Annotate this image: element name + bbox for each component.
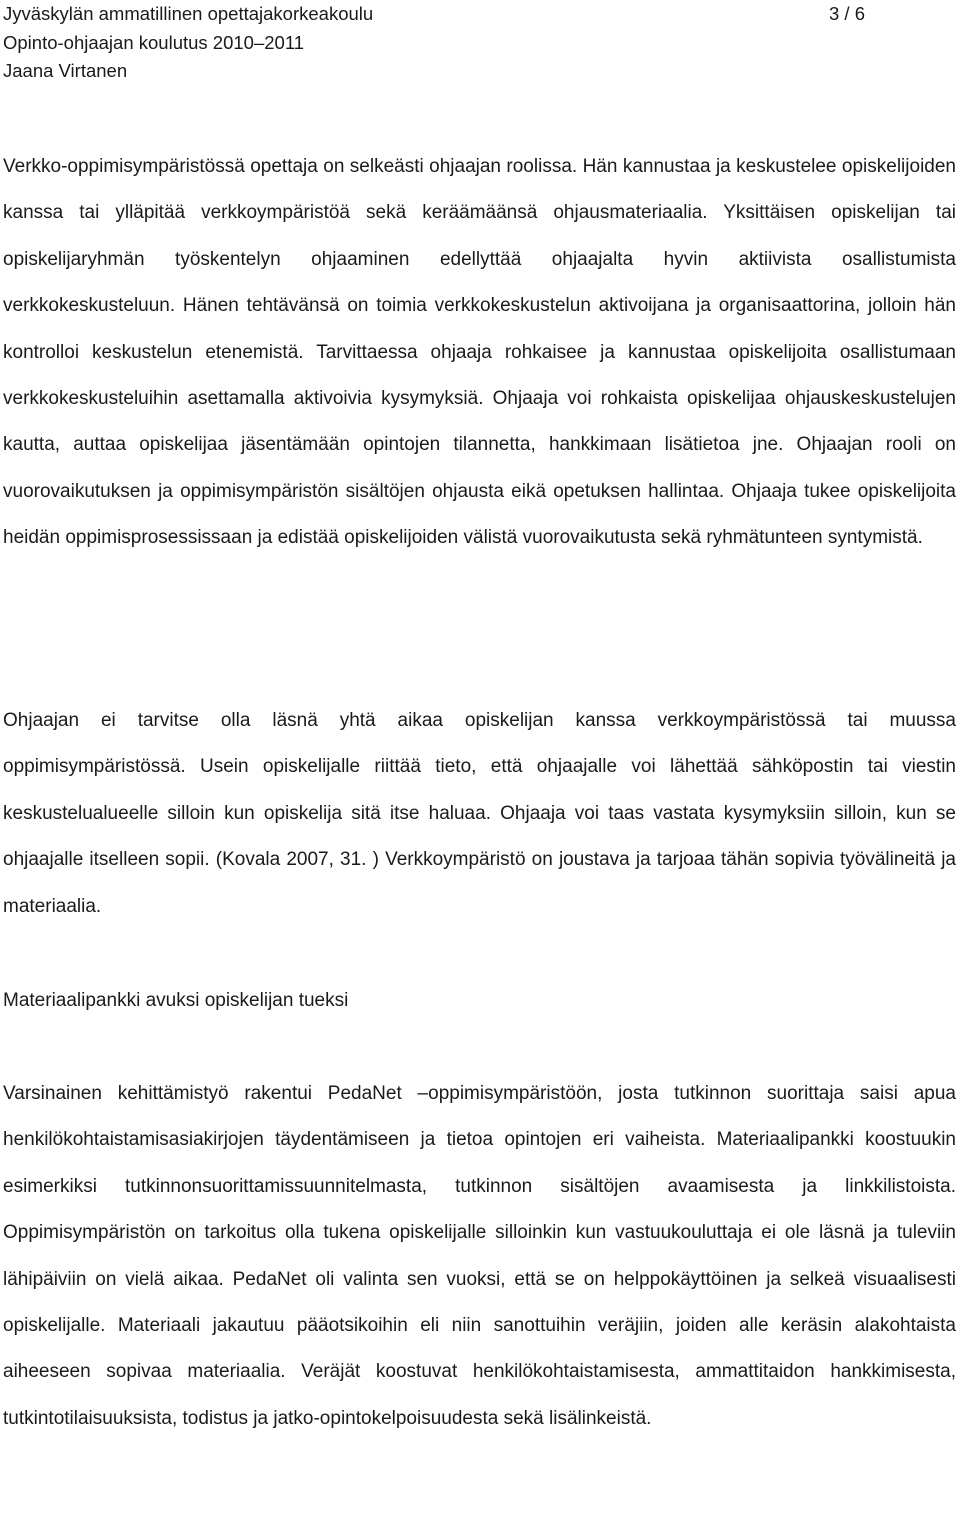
author-name: Jaana Virtanen xyxy=(3,60,128,81)
header-line-2 xyxy=(3,29,943,58)
program-name: Opinto-ohjaajan koulutus 2010–2011 xyxy=(3,31,305,53)
body-paragraph-3: Varsinainen kehittämistyö rakentui PedaNet –oppimisympäristöön, josta tutkinnon suorittaja saisi apua henkilökohtaistamisasiakirjojen täydentämiseen ja tietoa opintojen eri vaiheista. Materiaalipankki koostuukin esimerkiksi tutkinnonsuorittamissuunnitelmasta, tutkinnon sisältöjen avaamisesta ja linkkilistoista. Oppimisympäristön on tarkoitus olla tukena opiskelijalle silloinkin kun vastuukouluttaja ei ole läsnä ja tuleviin lähipäiviin on vielä aikaa. PedaNet oli valinta sen vuoksi, että se on helppokäyttöinen ja selkeä visuaalisesti opiskelijalle. Materiaali jakautuu pääotsikoihin eli niin sanottuihin veräjiin, joiden alle keräsin alakohtaista aiheeseen sopivaa materiaalia. Veräjät koostuvat henkilökohtaistamisesta, ammattitaidon hankkimisesta, tutkintotilaisuuksista, todistus ja jatko-opintokelpoisuudesta sekä lisälinkeistä. xyxy=(3,1083,956,1429)
section-heading: Materiaalipankki avuksi opiskelijan tueksi xyxy=(3,990,349,1011)
body-paragraph-2: Ohjaajan ei tarvitse olla läsnä yhtä aikaa opiskelijan kanssa verkkoympäristössä tai muussa oppimisympäristössä. Usein opiskelijalle riittää tieto, että ohjaajalle voi lähettää sähköpostin tai viestin keskustelualueelle silloin kun opiskelija sitä itse haluaa. Ohjaaja voi taas vastata kysymyksiin silloin, kun se ohjaajalle itselleen sopii. (Kovala 2007, 31. ) Verkkoympäristö on joustava ja tarjoaa tähän sopivia työvälineitä ja materiaalia. xyxy=(3,710,956,917)
institution-name: Jyväskylän ammatillinen opettajakorkeakoulu xyxy=(3,3,374,24)
body-paragraph-1: Verkko-oppimisympäristössä opettaja on selkeästi ohjaajan roolissa. Hän kannustaa ja keskustelee opiskelijoiden kanssa tai ylläpitää verkkoympäristöä sekä keräämäänsä ohjausmateriaalia. Yksittäisen opiskelijan tai opiskelijaryhmän työskentelyn ohjaaminen edellyttää ohjaajalta hyvin aktiivista osallistumista verkkokeskusteluun. Hänen tehtävänsä on toimia verkkokeskustelun aktivoijana ja organisaattorina, jolloin hän kontrolloi keskustelun etenemistä. Tarvittaessa ohjaaja rohkaisee ja kannustaa opiskelijoita osallistumaan verkkokeskusteluihin asettamalla aktivoivia kysymyksiä. Ohjaaja voi rohkaista opiskelijaa ohjauskeskustelujen kautta, auttaa opiskelijaa jäsentämään opintojen tilannetta, hankkimaan lisätietoa jne. Ohjaajan rooli on vuorovaikutuksen ja oppimisympäristön sisältöjen ohjausta eikä opetuksen hallintaa. Ohjaaja tukee opiskelijoita heidän oppimisprosessissaan ja edistää opiskelijoiden välistä vuorovaikutusta sekä ryhmätunteen syntymistä. xyxy=(3,156,956,549)
page-number: 3 / 6 xyxy=(829,3,865,24)
header-line-1 xyxy=(3,0,943,29)
page-header xyxy=(3,0,943,86)
header-line-3 xyxy=(3,57,943,86)
